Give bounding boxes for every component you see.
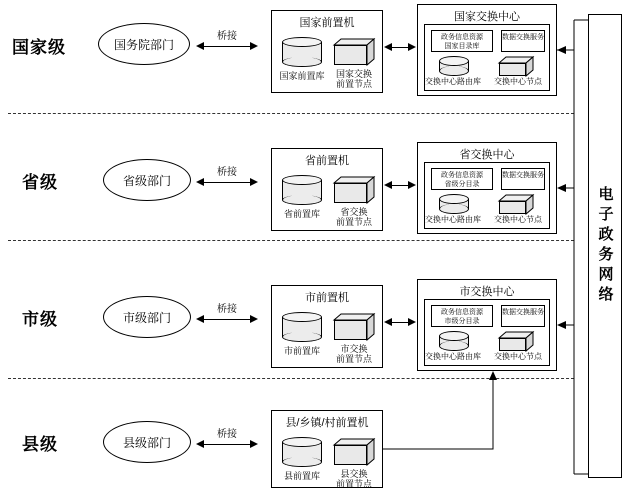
cylinder-national-route-caption: 交换中心路由库 <box>425 77 481 86</box>
pre-machine-county-title: 县/乡镇/村前置机 <box>285 417 369 429</box>
bridge-province-label: 桥接 <box>217 167 237 178</box>
cylinder-city-predb <box>282 312 322 342</box>
cylinder-province-predb-caption: 省前置库 <box>283 209 320 219</box>
exchange-center-national-title: 国家交换中心 <box>454 11 520 23</box>
level-label-national: 国家级 <box>12 38 66 57</box>
exchange-center-city <box>417 279 557 371</box>
pre-machine-national-title: 国家前置机 <box>299 17 355 29</box>
dept-province[interactable] <box>103 159 191 201</box>
cylinder-city-predb-caption: 市前置库 <box>283 346 320 356</box>
pre-machine-national <box>271 10 383 93</box>
dept-national-label: 国务院部门 <box>113 37 174 52</box>
dept-national[interactable] <box>98 23 190 65</box>
pre-machine-province <box>271 148 383 231</box>
pre-machine-county <box>271 410 383 488</box>
cylinder-national-predb-caption: 国家前置库 <box>279 71 325 81</box>
exchange-service-province: 数据交换服务 <box>501 168 545 190</box>
cube-city-centernode <box>499 332 533 351</box>
cylinder-county-predb <box>282 437 322 467</box>
cube-city-centernode-caption: 交换中心节点 <box>494 352 542 361</box>
dept-province-label: 省级部门 <box>122 173 171 188</box>
level-label-province: 省级 <box>22 173 58 192</box>
pre-machine-city-title: 市前置机 <box>305 292 349 304</box>
cube-city-prenode-caption: 市交换 前置节点 <box>335 344 372 364</box>
dept-county-label: 县级部门 <box>122 435 171 450</box>
link-city-pre-to-center <box>384 318 416 327</box>
cube-county-prenode-caption: 县交换 前置节点 <box>335 469 372 489</box>
bridge-city-arrow <box>196 315 258 324</box>
cylinder-province-predb <box>282 175 322 205</box>
exchange-center-province-title: 省交换中心 <box>459 149 515 161</box>
resource-catalog-city: 政务信息资源 市级分目录 <box>431 305 493 327</box>
egovernment-network-bar <box>588 14 622 478</box>
cube-national-prenode-caption: 国家交换 前置节点 <box>335 69 372 89</box>
bridge-national <box>196 31 258 51</box>
cube-province-prenode <box>334 177 374 203</box>
exchange-center-national-inner <box>424 24 550 91</box>
level-label-city: 市级 <box>22 310 58 329</box>
cube-national-centernode-caption: 交换中心节点 <box>494 77 542 86</box>
cube-national-centernode <box>499 57 533 76</box>
exchange-center-national <box>417 4 557 96</box>
dept-county[interactable] <box>103 421 191 463</box>
resource-catalog-national: 政务信息资源 国家目录库 <box>431 30 493 52</box>
cylinder-province-route-caption: 交换中心路由库 <box>425 215 481 224</box>
cube-province-centernode-caption: 交换中心节点 <box>494 215 542 224</box>
bridge-national-arrow <box>196 42 258 51</box>
exchange-center-city-inner <box>424 299 550 366</box>
cylinder-national-predb <box>282 37 322 67</box>
exchange-service-national: 数据交换服务 <box>501 30 545 52</box>
exchange-center-province <box>417 142 557 234</box>
cylinder-city-route-caption: 交换中心路由库 <box>425 352 481 361</box>
dept-city-label: 市级部门 <box>122 310 171 325</box>
egovernment-network-label: 电子政务网络 <box>596 186 614 306</box>
bridge-county <box>196 429 258 449</box>
bridge-county-arrow <box>196 440 258 449</box>
divider-national-province <box>8 113 574 114</box>
bridge-city <box>196 304 258 324</box>
bridge-city-label: 桥接 <box>217 304 237 315</box>
link-province-pre-to-center <box>384 181 416 190</box>
cube-province-prenode-caption: 省交换 前置节点 <box>335 207 372 227</box>
divider-province-city <box>8 240 574 241</box>
dept-city[interactable] <box>103 296 191 338</box>
exchange-center-city-title: 市交换中心 <box>459 286 515 298</box>
bridge-county-label: 桥接 <box>217 429 237 440</box>
cylinder-national-route <box>439 56 469 76</box>
cylinder-province-route <box>439 194 469 214</box>
pre-machine-province-title: 省前置机 <box>305 155 349 167</box>
exchange-center-province-inner <box>424 162 550 229</box>
cube-city-prenode <box>334 314 374 340</box>
cylinder-county-predb-caption: 县前置库 <box>283 471 320 481</box>
divider-city-county <box>8 378 574 379</box>
cube-national-prenode <box>334 39 374 65</box>
bridge-province <box>196 167 258 187</box>
cube-province-centernode <box>499 195 533 214</box>
pre-machine-city <box>271 285 383 368</box>
cube-county-prenode <box>334 439 374 465</box>
cylinder-city-route <box>439 331 469 351</box>
bridge-national-label: 桥接 <box>217 31 237 42</box>
exchange-service-city: 数据交换服务 <box>501 305 545 327</box>
link-national-pre-to-center <box>384 43 416 52</box>
resource-catalog-province: 政务信息资源 省级分目录 <box>431 168 493 190</box>
bridge-province-arrow <box>196 178 258 187</box>
level-label-county: 县级 <box>22 435 58 454</box>
